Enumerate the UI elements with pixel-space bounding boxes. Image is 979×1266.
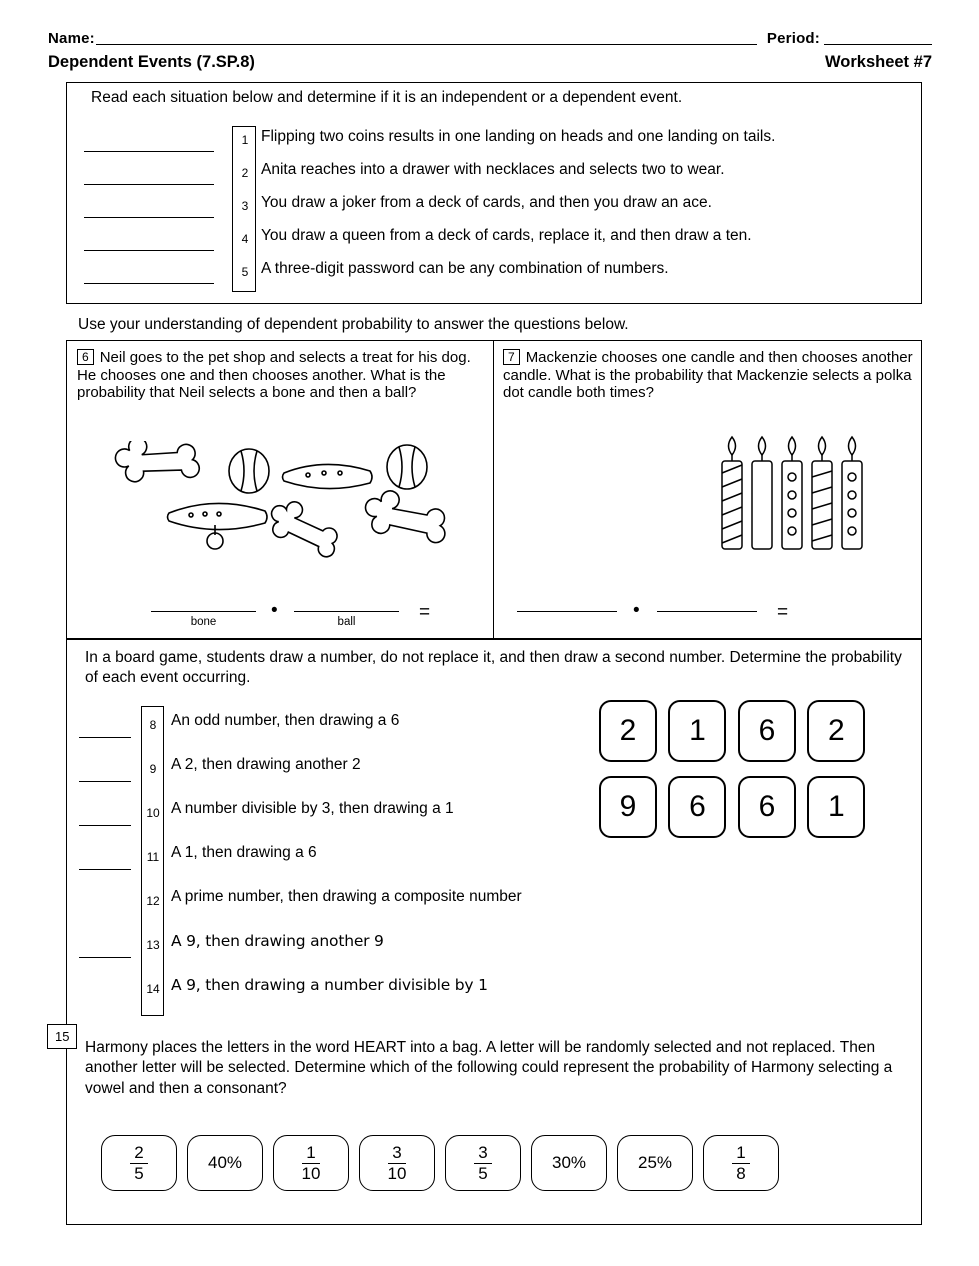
answer-choice[interactable]: 25%: [617, 1135, 693, 1191]
question-6-text: Neil goes to the pet shop and selects a treat for his dog. He chooses one and then chooses another. What is the probability that Neil selects a bone and then a ball?: [77, 349, 471, 402]
question-6-head: [77, 349, 485, 402]
fraction-denominator: 8: [736, 1163, 746, 1183]
fraction: [384, 1144, 411, 1183]
question-15-text: Harmony places the letters in the word HEART into a bag. A letter will be randomly selected and not replaced. Then another letter will be selected. Determine which of the following could represent the probability of Harmony selecting a vowel and then a consonant?: [85, 1039, 893, 1097]
section2-instruction: Use your understanding of dependent probability to answer the questions below.: [78, 316, 629, 333]
question-6-answer-row: [79, 586, 481, 628]
period-input-line[interactable]: [824, 30, 932, 45]
answer-blank-11[interactable]: [79, 868, 131, 870]
fraction-numerator: 1: [302, 1144, 319, 1164]
answer-choice[interactable]: [273, 1135, 349, 1191]
answer-blank-13[interactable]: [79, 956, 131, 958]
item-number-3: 3: [241, 199, 249, 213]
section1-row: [67, 126, 921, 159]
section3-instruction: In a board game, students draw a number, do not replace it, and then draw a second number. Determine the probability of each event occurring.: [85, 649, 902, 687]
item-number-4: 4: [241, 232, 249, 246]
fraction-denominator: 5: [478, 1163, 488, 1183]
fraction-denominator: 10: [301, 1163, 321, 1183]
fraction-numerator: 2: [130, 1144, 147, 1164]
number-card[interactable]: 6: [738, 776, 796, 838]
worksheet-header: [48, 30, 932, 72]
equals-sign: =: [419, 602, 431, 623]
section3-row: [67, 970, 921, 1014]
item-text-14: A 9, then drawing a number divisible by 1: [171, 976, 488, 994]
question-6: [67, 341, 493, 638]
answer-blank-7b[interactable]: [657, 610, 757, 612]
item-number-6: 6: [77, 349, 94, 365]
section3-row: [67, 882, 921, 926]
item-number-2: 2: [241, 166, 249, 180]
multiply-dot: •: [633, 600, 640, 621]
number-card[interactable]: 2: [599, 700, 657, 762]
answer-choice[interactable]: 40%: [187, 1135, 263, 1191]
answer-blank-9[interactable]: [79, 780, 131, 782]
answer-blank-1[interactable]: [84, 150, 214, 152]
item-text-10: A number divisible by 3, then drawing a 1: [171, 800, 454, 817]
item-text-12: A prime number, then drawing a composite number: [171, 888, 522, 905]
section1-row: [67, 225, 921, 258]
fraction: [130, 1144, 147, 1183]
period-label: Period:: [766, 30, 820, 47]
item-text-11: A 1, then drawing a 6: [171, 844, 317, 861]
answer-blank-3[interactable]: [84, 216, 214, 218]
question-7-head: [503, 349, 915, 402]
number-card[interactable]: 2: [807, 700, 865, 762]
number-card[interactable]: 6: [738, 700, 796, 762]
answer-blank-8[interactable]: [79, 736, 131, 738]
fraction-numerator: 3: [388, 1144, 405, 1164]
item-number-12: 12: [146, 894, 160, 908]
item-number-11: 11: [146, 850, 160, 864]
number-card[interactable]: 1: [668, 700, 726, 762]
title-row: [48, 53, 932, 72]
question-7: [493, 341, 923, 638]
fraction-numerator: 3: [474, 1144, 491, 1164]
name-label: Name:: [48, 30, 95, 47]
question-7-text: Mackenzie chooses one candle and then chooses another candle. What is the probability that Mackenzie selects a polka dot candle both times?: [503, 349, 913, 402]
fraction: [732, 1144, 749, 1183]
page-title: Dependent Events (7.SP.8): [48, 53, 255, 71]
item-number-5: 5: [241, 265, 249, 279]
answer-blank-5[interactable]: [84, 282, 214, 284]
item-number-9: 9: [149, 762, 157, 776]
answer-blank-6a[interactable]: [151, 610, 256, 612]
item-text-2: Anita reaches into a drawer with necklaces and selects two to wear.: [261, 161, 725, 178]
item-text-3: You draw a joker from a deck of cards, and then you draw an ace.: [261, 194, 712, 211]
answer-choices: [101, 1135, 901, 1191]
item-text-4: You draw a queen from a deck of cards, replace it, and then draw a ten.: [261, 227, 752, 244]
section1-row: [67, 192, 921, 225]
answer-blank-2[interactable]: [84, 183, 214, 185]
answer-choice[interactable]: [359, 1135, 435, 1191]
name-period-row: [48, 30, 932, 47]
dog-treats-illustration: [107, 441, 487, 581]
fraction: [474, 1144, 491, 1183]
section-independent-dependent: [66, 82, 922, 304]
section1-instruction: Read each situation below and determine if it is an independent or a dependent event.: [91, 89, 683, 106]
candles-illustration: [718, 433, 888, 563]
answer-choice[interactable]: 30%: [531, 1135, 607, 1191]
section1-row: [67, 159, 921, 192]
item-text-9: A 2, then drawing another 2: [171, 756, 361, 773]
item-text-13: A 9, then drawing another 9: [171, 932, 384, 950]
item-number-13: 13: [146, 938, 160, 952]
fraction: [298, 1144, 325, 1183]
item-number-14: 14: [146, 982, 160, 996]
fraction-numerator: 1: [732, 1144, 749, 1164]
section-board-game: [55, 639, 922, 1225]
item-text-1: Flipping two coins results in one landing on heads and one landing on tails.: [261, 128, 776, 145]
answer-choice[interactable]: [101, 1135, 177, 1191]
answer-choice[interactable]: [703, 1135, 779, 1191]
equals-sign: =: [777, 602, 789, 623]
worksheet-number: Worksheet #7: [825, 53, 932, 71]
answer-caption-bone: bone: [190, 616, 217, 628]
name-input-line[interactable]: [96, 30, 757, 45]
item-number-1: 1: [241, 133, 249, 147]
question-7-answer-row: [505, 586, 911, 628]
section-word-problems: [66, 340, 922, 639]
fraction-denominator: 5: [134, 1163, 144, 1183]
item-number-7: 7: [503, 349, 520, 365]
number-card[interactable]: 6: [668, 776, 726, 838]
multiply-dot: •: [271, 600, 278, 621]
fraction-denominator: 10: [387, 1163, 407, 1183]
answer-choice[interactable]: [445, 1135, 521, 1191]
answer-blank-7a[interactable]: [517, 610, 617, 612]
section3-row: [67, 926, 921, 970]
item-text-5: A three-digit password can be any combination of numbers.: [261, 260, 669, 277]
section1-row: [67, 258, 921, 291]
number-card[interactable]: 9: [599, 776, 657, 838]
answer-blank-4[interactable]: [84, 249, 214, 251]
answer-caption-ball: ball: [337, 616, 356, 628]
answer-blank-6b[interactable]: [294, 610, 399, 612]
item-text-8: An odd number, then drawing a 6: [171, 712, 400, 729]
number-card[interactable]: 1: [807, 776, 865, 838]
answer-blank-12[interactable]: [79, 912, 131, 913]
item-number-10: 10: [146, 806, 160, 820]
item-number-15: 15: [47, 1024, 77, 1049]
item-number-8: 8: [149, 718, 157, 732]
number-cards: [599, 700, 899, 852]
answer-blank-10[interactable]: [79, 824, 131, 826]
answer-blank-14[interactable]: [79, 1000, 131, 1001]
